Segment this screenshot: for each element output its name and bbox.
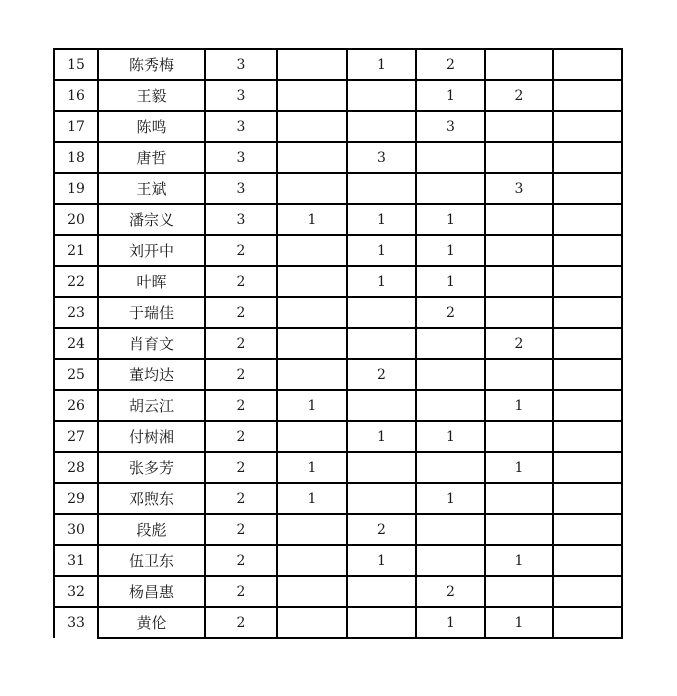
table-row [54,297,622,328]
value-cell: 1 [277,452,347,483]
table-row [54,421,622,452]
value-cell: 3 [205,111,277,142]
table-row [54,80,622,111]
value-cell [553,49,622,80]
value-cell [485,204,553,235]
value-cell [485,266,553,297]
table-row [54,173,622,204]
value-cell [277,576,347,607]
name-cell: 于瑞佳 [98,297,205,328]
score-table [53,48,623,639]
value-cell: 2 [205,483,277,514]
value-cell [485,576,553,607]
value-cell [277,111,347,142]
value-cell: 2 [416,297,485,328]
value-cell: 2 [205,576,277,607]
row-number-cell: 18 [54,142,98,173]
table-row [54,328,622,359]
value-cell [277,80,347,111]
value-cell: 3 [485,173,553,204]
value-cell [347,483,416,514]
name-cell: 肖育文 [98,328,205,359]
name-cell: 胡云江 [98,390,205,421]
value-cell: 3 [205,142,277,173]
name-cell: 付树湘 [98,421,205,452]
value-cell: 1 [416,607,485,638]
name-cell: 陈秀梅 [98,49,205,80]
row-number-cell: 16 [54,80,98,111]
name-cell: 董均达 [98,359,205,390]
row-number-cell: 23 [54,297,98,328]
value-cell [553,483,622,514]
value-cell: 1 [416,266,485,297]
value-cell: 2 [205,421,277,452]
table-row [54,266,622,297]
value-cell: 1 [416,421,485,452]
name-cell: 潘宗义 [98,204,205,235]
value-cell: 3 [205,173,277,204]
value-cell: 1 [416,80,485,111]
value-cell: 1 [277,204,347,235]
value-cell [416,545,485,576]
value-cell [485,142,553,173]
value-cell: 1 [277,483,347,514]
value-cell: 2 [485,80,553,111]
value-cell: 2 [485,328,553,359]
value-cell [553,111,622,142]
table-body [54,49,622,638]
value-cell: 2 [416,49,485,80]
row-number-cell: 33 [54,607,98,638]
value-cell [553,390,622,421]
value-cell: 1 [416,235,485,266]
value-cell [485,421,553,452]
value-cell: 2 [416,576,485,607]
value-cell [485,297,553,328]
value-cell: 1 [347,204,416,235]
row-number-cell: 20 [54,204,98,235]
value-cell [277,514,347,545]
value-cell: 2 [205,359,277,390]
row-number-cell: 31 [54,545,98,576]
value-cell [485,514,553,545]
value-cell: 3 [205,80,277,111]
value-cell [277,266,347,297]
value-cell [347,390,416,421]
value-cell: 2 [205,390,277,421]
value-cell [277,49,347,80]
value-cell [553,452,622,483]
value-cell [277,173,347,204]
value-cell [347,297,416,328]
name-cell: 杨昌惠 [98,576,205,607]
value-cell: 2 [205,607,277,638]
value-cell [347,607,416,638]
row-number-cell: 25 [54,359,98,390]
value-cell [416,142,485,173]
value-cell [553,173,622,204]
value-cell: 2 [347,359,416,390]
value-cell: 1 [277,390,347,421]
value-cell [485,49,553,80]
value-cell [553,204,622,235]
table-row [54,142,622,173]
value-cell [485,111,553,142]
value-cell [347,576,416,607]
value-cell [416,173,485,204]
name-cell: 唐哲 [98,142,205,173]
value-cell [347,328,416,359]
value-cell: 1 [347,545,416,576]
table-row [54,483,622,514]
table-row [54,514,622,545]
value-cell [347,111,416,142]
value-cell [553,607,622,638]
row-number-cell: 19 [54,173,98,204]
value-cell: 2 [205,266,277,297]
value-cell: 3 [416,111,485,142]
table-row [54,452,622,483]
value-cell [277,359,347,390]
value-cell: 2 [205,514,277,545]
value-cell [277,607,347,638]
row-number-cell: 27 [54,421,98,452]
value-cell: 3 [205,49,277,80]
value-cell: 1 [416,483,485,514]
row-number-cell: 29 [54,483,98,514]
value-cell [553,80,622,111]
name-cell: 叶晖 [98,266,205,297]
value-cell [347,80,416,111]
name-cell: 邓煦东 [98,483,205,514]
table-row [54,359,622,390]
row-number-cell: 17 [54,111,98,142]
value-cell [485,235,553,266]
table-row [54,607,622,638]
value-cell [553,328,622,359]
value-cell [553,359,622,390]
value-cell: 2 [205,235,277,266]
name-cell: 王毅 [98,80,205,111]
value-cell [277,421,347,452]
row-number-cell: 28 [54,452,98,483]
value-cell: 1 [485,607,553,638]
value-cell [485,359,553,390]
value-cell: 2 [205,297,277,328]
value-cell: 2 [205,452,277,483]
value-cell [553,514,622,545]
value-cell [553,545,622,576]
value-cell [553,421,622,452]
table-row [54,545,622,576]
value-cell: 3 [347,142,416,173]
value-cell [553,266,622,297]
value-cell [416,359,485,390]
value-cell [416,390,485,421]
value-cell [347,452,416,483]
table-row [54,235,622,266]
value-cell: 2 [205,545,277,576]
value-cell: 1 [485,390,553,421]
row-number-cell: 15 [54,49,98,80]
value-cell [553,297,622,328]
name-cell: 陈鸣 [98,111,205,142]
row-number-cell: 22 [54,266,98,297]
value-cell: 1 [347,49,416,80]
value-cell [553,235,622,266]
value-cell [347,173,416,204]
value-cell: 2 [347,514,416,545]
value-cell [416,514,485,545]
value-cell: 1 [485,545,553,576]
value-cell [277,328,347,359]
name-cell: 刘开中 [98,235,205,266]
row-number-cell: 32 [54,576,98,607]
row-number-cell: 30 [54,514,98,545]
value-cell [277,235,347,266]
value-cell [553,142,622,173]
table-row [54,576,622,607]
name-cell: 黄伦 [98,607,205,638]
table-row [54,49,622,80]
value-cell: 1 [347,421,416,452]
value-cell: 2 [205,328,277,359]
name-cell: 段彪 [98,514,205,545]
row-number-cell: 21 [54,235,98,266]
value-cell [416,452,485,483]
value-cell [416,328,485,359]
value-cell [277,142,347,173]
row-number-cell: 24 [54,328,98,359]
name-cell: 伍卫东 [98,545,205,576]
value-cell: 1 [485,452,553,483]
table-row [54,204,622,235]
table-row [54,390,622,421]
row-number-cell: 26 [54,390,98,421]
value-cell [553,576,622,607]
value-cell [485,483,553,514]
value-cell: 1 [416,204,485,235]
table-row [54,111,622,142]
value-cell [277,545,347,576]
value-cell [277,297,347,328]
value-cell: 1 [347,235,416,266]
value-cell: 1 [347,266,416,297]
name-cell: 张多芳 [98,452,205,483]
name-cell: 王斌 [98,173,205,204]
value-cell: 3 [205,204,277,235]
